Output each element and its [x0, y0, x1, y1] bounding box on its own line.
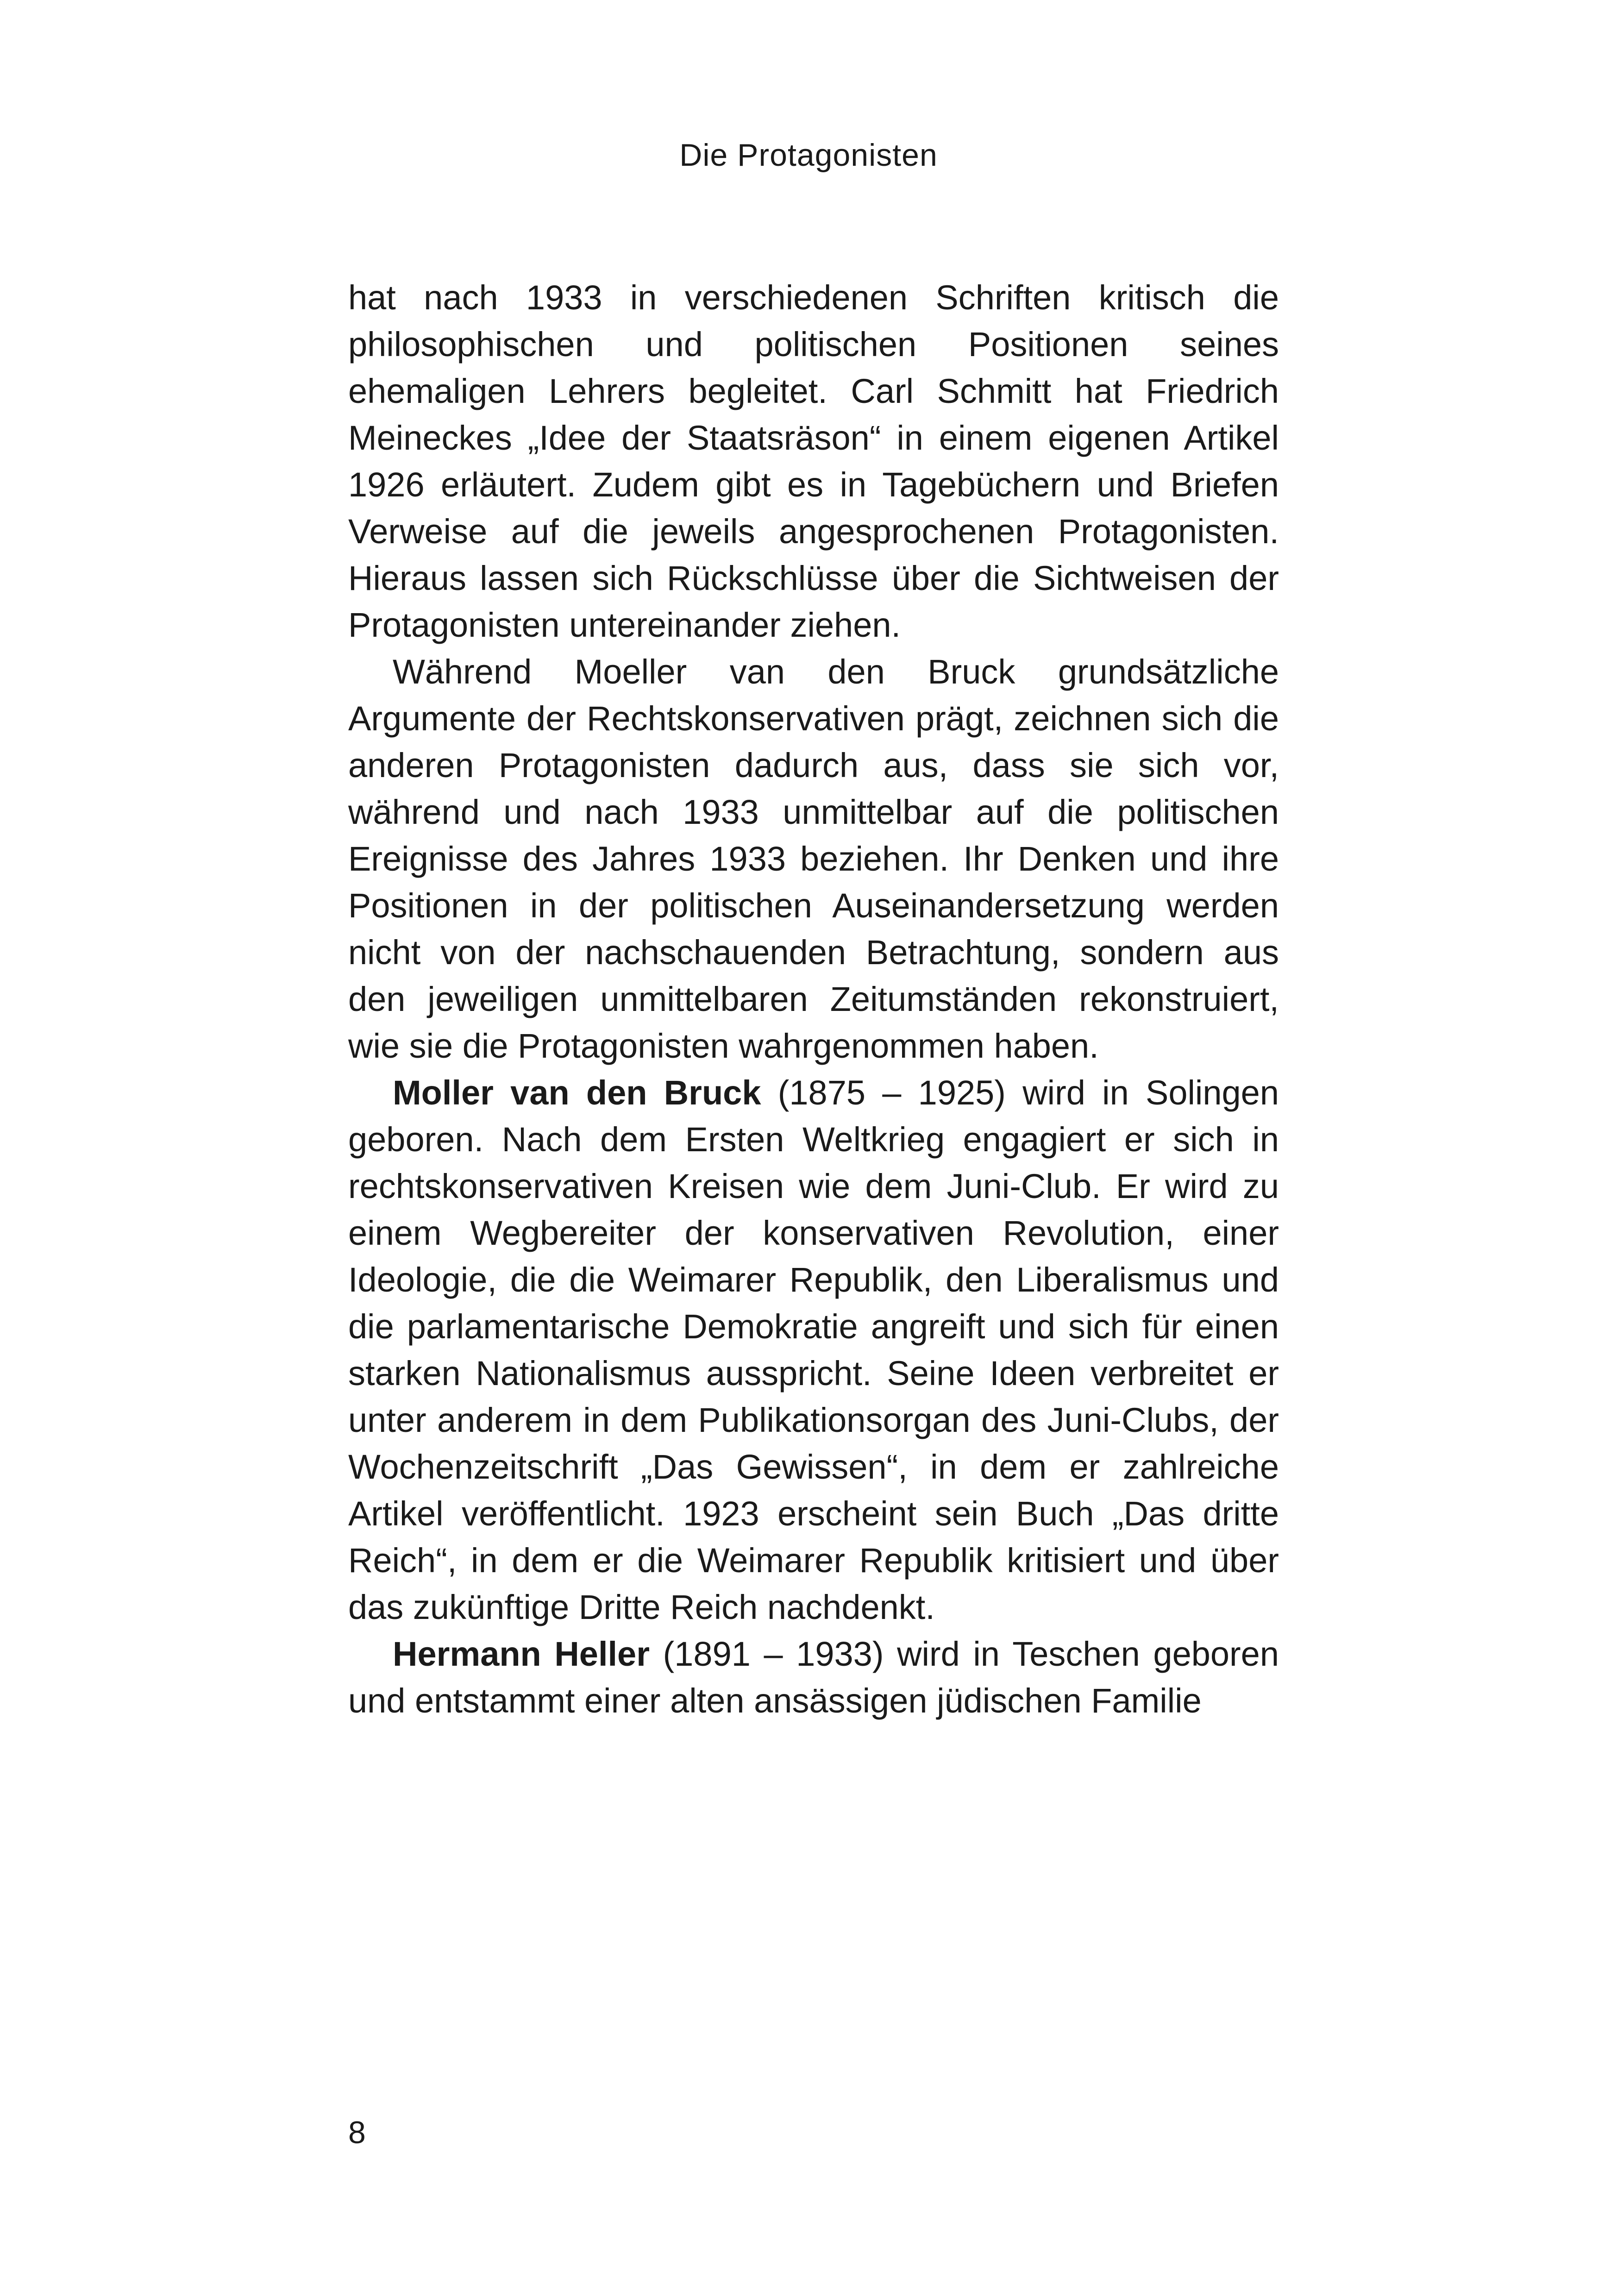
- paragraph-moeller-bio: [348, 1069, 1279, 1631]
- running-header: Die Protagonisten: [679, 138, 938, 173]
- paragraph-heller-bio: [348, 1631, 1279, 1724]
- paragraph-moeller-intro: Während Moeller van den Bruck grundsätzliche Argumente der Rechtskonservativen prägt, zeichnen sich die anderen Protagonisten dadurch aus, dass sie sich vor, während und nach 1933 unmittelbar auf die politischen Ereignisse des Jahres 1933 beziehen. Ihr Denken und ihre Positionen in der politischen Auseinandersetzung werden nicht von der nachschauenden Betrachtung, sondern aus den jeweiligen unmittelbaren Zeitumständen rekonstruiert, wie sie die Protagonisten wahrgenommen haben.: [348, 652, 1279, 1065]
- paragraph-continuation: hat nach 1933 in verschiedenen Schriften kritisch die philosophischen und politischen Positionen seines ehemaligen Lehrers begleitet. Carl Schmitt hat Friedrich Meineckes „Idee der Staatsräson“ in einem eigenen Artikel 1926 erläutert. Zudem gibt es in Tagebüchern und Briefen Verweise auf die jeweils angesprochenen Protagonisten. Hieraus lassen sich Rückschlüsse über die Sichtweisen der Protagonisten untereinander ziehen.: [348, 278, 1279, 644]
- person-name-moeller: Moller van den Bruck: [393, 1073, 761, 1112]
- page-number: 8: [348, 2115, 366, 2150]
- bio-text-moeller: (1875 – 1925) wird in Solingen geboren. Nach dem Ersten Weltkrieg engagiert er sich in rechtskonservativen Kreisen wie dem Juni-Club. Er wird zu einem Wegbereiter der konservativen Revolution, einer Ideologie, die die Weimarer Republik, den Liberalismus und die parlamentarische Demokratie angreift und sich für einen starken Nationalismus ausspricht. Seine Ideen verbreitet er unter anderem in dem Publikationsorgan des Juni-Clubs, der Wochenzeitschrift „Das Gewissen“, in dem er zahlreiche Artikel veröffentlicht. 1923 erscheint sein Buch „Das dritte Reich“, in dem er die Weimarer Republik kritisiert und über das zukünftige Dritte Reich nachdenkt.: [348, 1073, 1279, 1626]
- person-name-heller: Hermann Heller: [393, 1635, 650, 1673]
- bio-text-heller: (1891 – 1933) wird in Teschen geboren und entstammt einer alten ansässigen jüdischen Familie: [348, 1635, 1279, 1720]
- body-text: [348, 274, 1279, 1724]
